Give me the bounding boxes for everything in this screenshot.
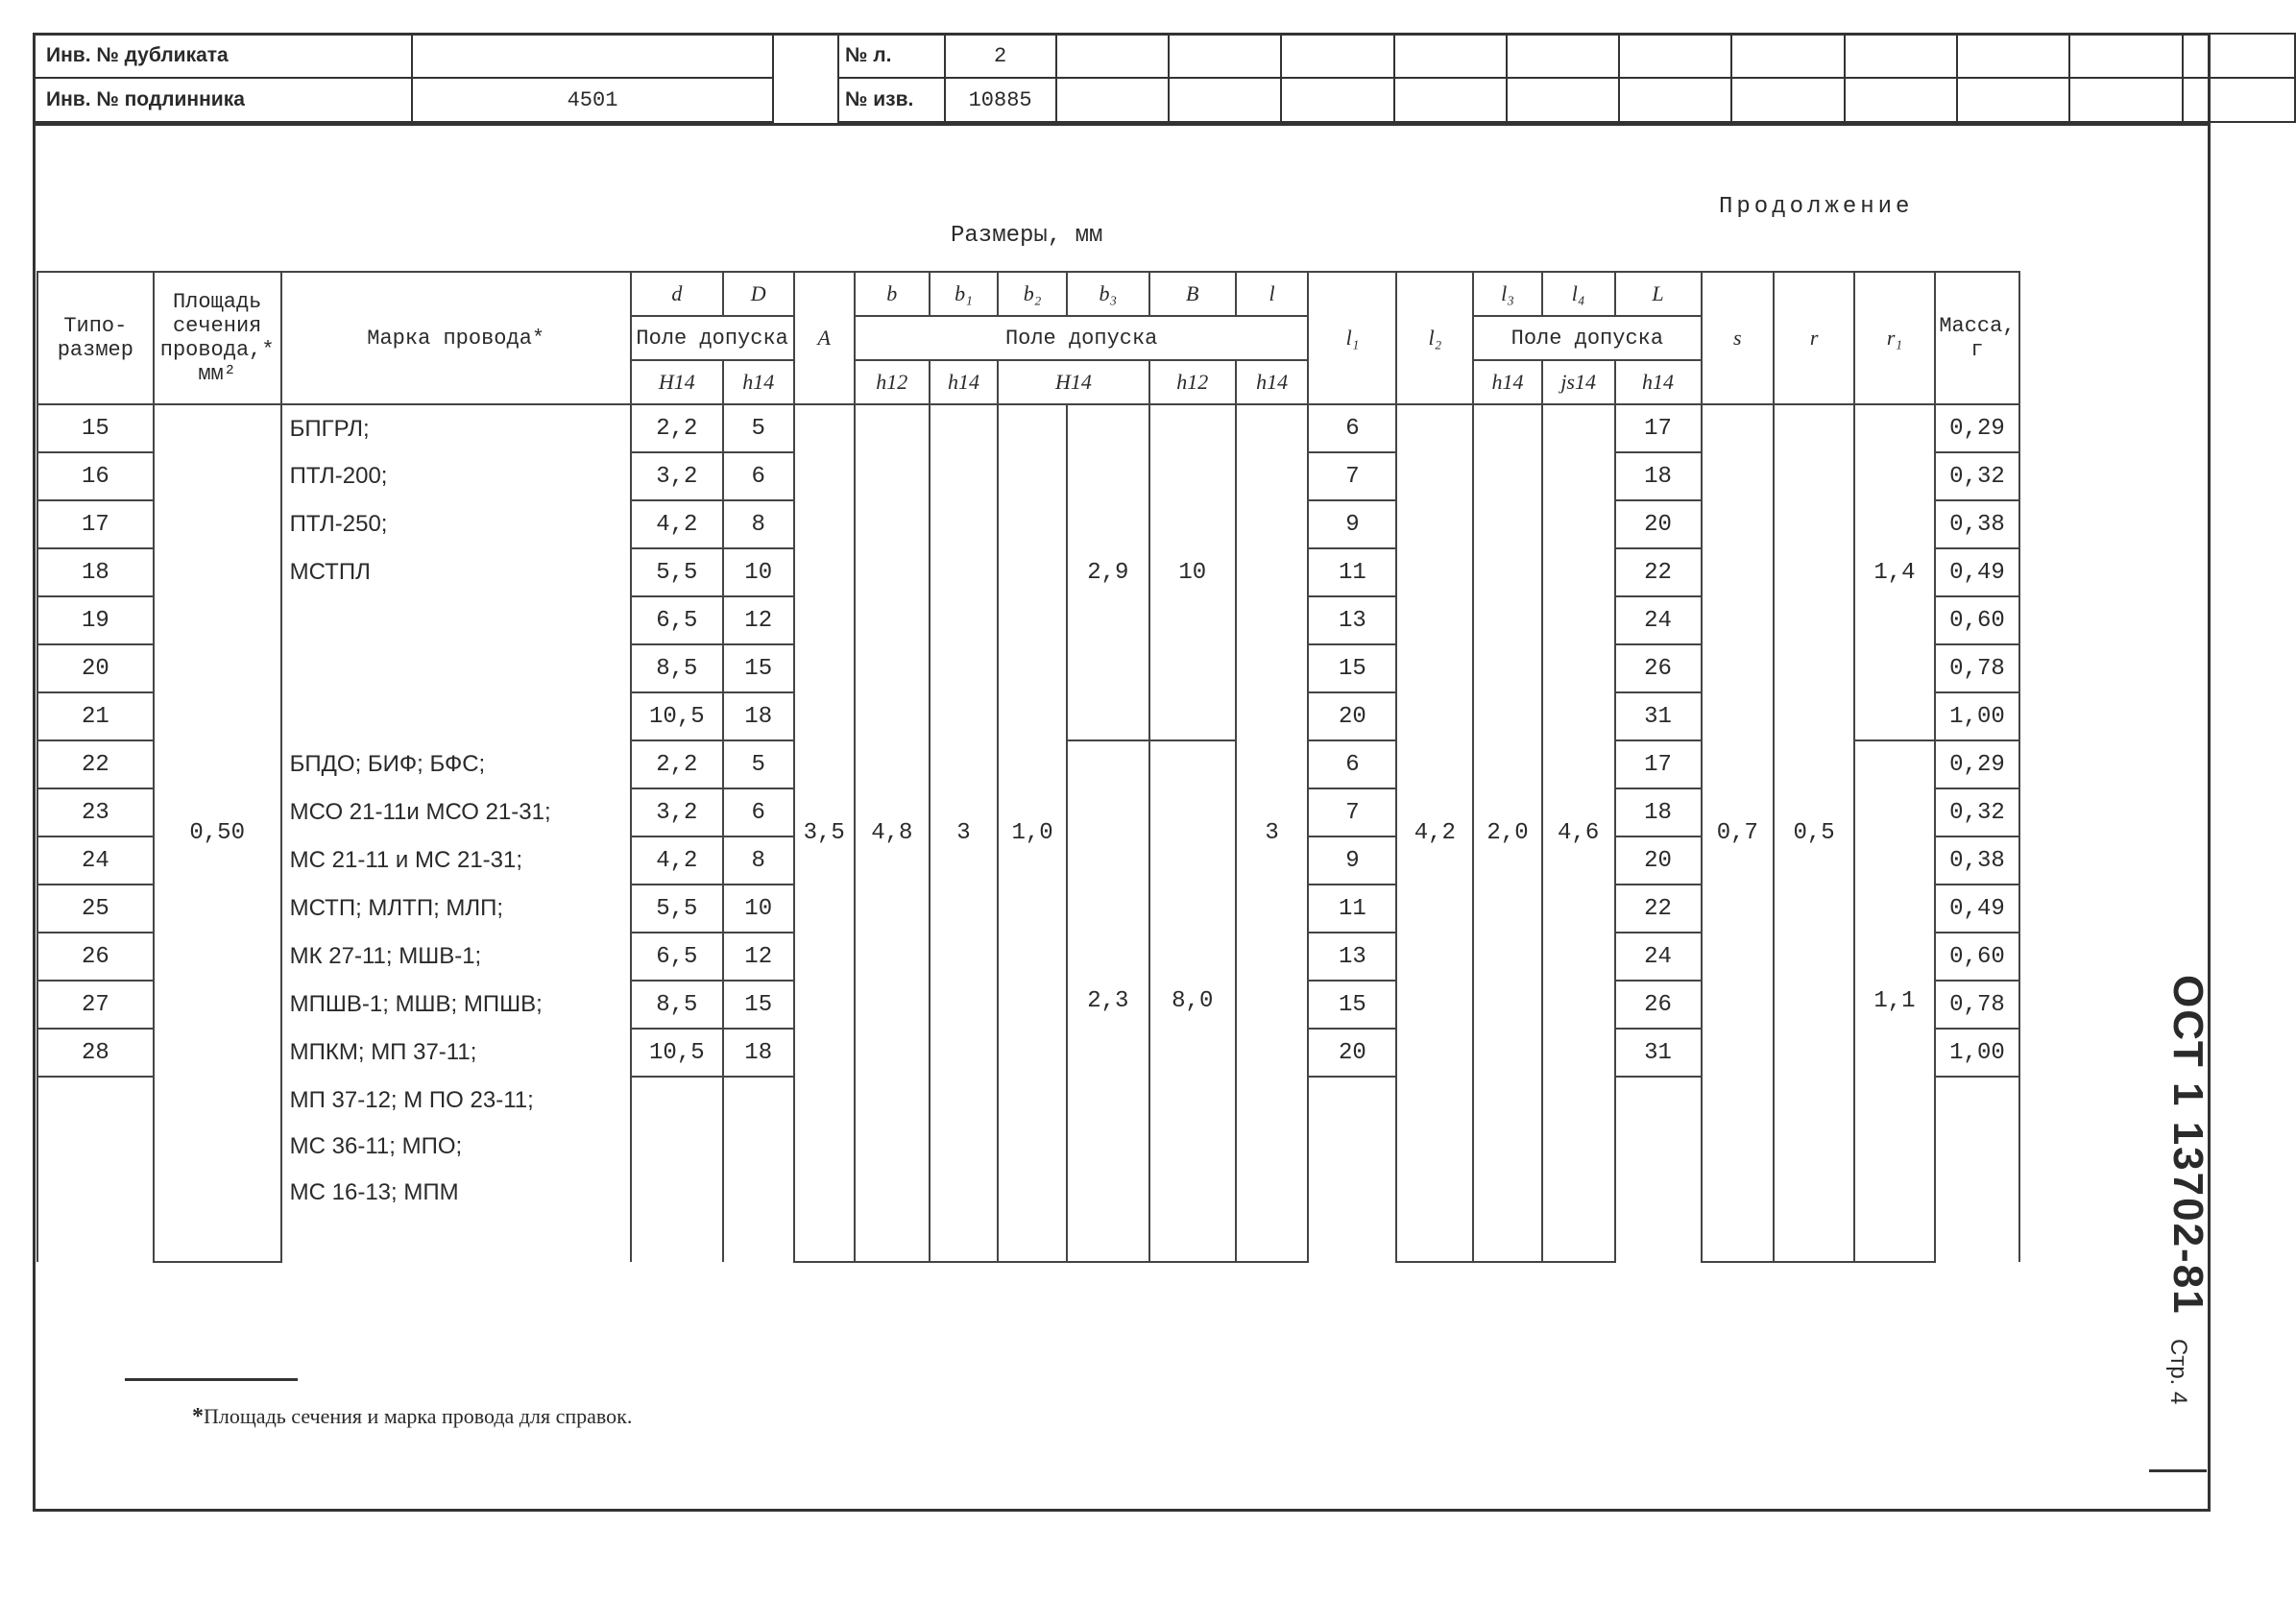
cell-D: 10: [723, 885, 794, 933]
cell-mark: БПДО; БИФ; БФС;: [281, 740, 631, 788]
header-b2: b₂: [998, 272, 1067, 316]
cell-L: 24: [1615, 933, 1702, 981]
cell-mark-empty: [281, 596, 631, 644]
cell-mass: 0,60: [1935, 933, 2019, 981]
cell-mass: 0,29: [1935, 404, 2019, 452]
cell-tiporazmer-empty: [37, 1170, 154, 1216]
cell-d: 8,5: [631, 644, 723, 692]
cell-l1-empty: [1308, 1170, 1396, 1216]
cell-mass-empty: [1935, 1077, 2019, 1124]
tol-b: h12: [855, 360, 930, 404]
cell-mass: 0,78: [1935, 644, 2019, 692]
cell-mass-empty: [1935, 1216, 2019, 1262]
header-r1: r₁: [1854, 272, 1935, 404]
orig-label: Инв. № подлинника: [34, 78, 412, 122]
cell-r1-group2: 1,1: [1854, 740, 1935, 1262]
cell-r1-group1: 1,4: [1854, 404, 1935, 740]
cell-D-empty: [723, 1170, 794, 1216]
footnote-divider: [125, 1378, 298, 1381]
cell-b3-group1: 2,9: [1067, 404, 1149, 740]
cell-d: 6,5: [631, 933, 723, 981]
cell-D: 6: [723, 452, 794, 500]
cell-d: 10,5: [631, 692, 723, 740]
header-l2: l₂: [1396, 272, 1473, 404]
cell-l1: 20: [1308, 692, 1396, 740]
cell-L: 17: [1615, 740, 1702, 788]
orig-value: 4501: [412, 78, 773, 122]
header-B: B: [1149, 272, 1236, 316]
tol-d: H14: [631, 360, 723, 404]
cell-L: 26: [1615, 981, 1702, 1029]
table-body: [37, 404, 2019, 1262]
cell-mark: ПТЛ-250;: [281, 500, 631, 548]
header-l: l: [1236, 272, 1309, 316]
cell-mass: 1,00: [1935, 1029, 2019, 1077]
footnote-text: Площадь сечения и марка провода для справок.: [204, 1404, 633, 1428]
page-number: Стр. 4: [2165, 1339, 2191, 1405]
header-s: s: [1702, 272, 1775, 404]
footnote: *Площадь сечения и марка провода для справок.: [192, 1404, 633, 1429]
cell-s: 0,7: [1702, 404, 1775, 1262]
header-L: L: [1615, 272, 1702, 316]
cell-L: 20: [1615, 836, 1702, 885]
header-tolerance-b: Поле допуска: [855, 316, 1308, 360]
document-code-block: [2149, 975, 2211, 1472]
cell-B-group2: 8,0: [1149, 740, 1236, 1262]
cell-d: 4,2: [631, 836, 723, 885]
cell-D: 5: [723, 740, 794, 788]
cell-L: 24: [1615, 596, 1702, 644]
stamp-inventory: [33, 33, 774, 123]
cell-tiporazmer-empty: [37, 1077, 154, 1124]
header-tiporazmer: Типо-размер: [37, 272, 154, 404]
header-b1: b₁: [930, 272, 999, 316]
tol-L: h14: [1615, 360, 1702, 404]
cell-D: 18: [723, 1029, 794, 1077]
cell-D-empty: [723, 1216, 794, 1262]
header-r: r: [1774, 272, 1854, 404]
sizes-caption: Размеры, мм: [951, 223, 1103, 249]
cell-D: 18: [723, 692, 794, 740]
cell-l1: 13: [1308, 596, 1396, 644]
header-tolerance-l: Поле допуска: [1473, 316, 1701, 360]
cell-b2: 1,0: [998, 404, 1067, 1262]
cell-L-empty: [1615, 1170, 1702, 1216]
cell-L: 31: [1615, 1029, 1702, 1077]
cell-tiporazmer: 23: [37, 788, 154, 836]
cell-d: 3,2: [631, 452, 723, 500]
cell-D: 15: [723, 981, 794, 1029]
cell-tiporazmer: 21: [37, 692, 154, 740]
cell-L: 22: [1615, 548, 1702, 596]
cell-D-empty: [723, 1124, 794, 1170]
cell-tiporazmer: 15: [37, 404, 154, 452]
izv-label: № изв.: [838, 78, 945, 122]
cell-l1-empty: [1308, 1124, 1396, 1170]
cell-D: 8: [723, 836, 794, 885]
cell-l1: 6: [1308, 404, 1396, 452]
cell-mass-empty: [1935, 1170, 2019, 1216]
cell-L: 22: [1615, 885, 1702, 933]
cell-tiporazmer-empty: [37, 1216, 154, 1262]
tol-l3: h14: [1473, 360, 1542, 404]
cell-l4: 4,6: [1542, 404, 1615, 1262]
cell-mark: МС 36-11; МПО;: [281, 1124, 631, 1170]
header-D: D: [723, 272, 794, 316]
cell-l1: 15: [1308, 644, 1396, 692]
header-l1: l₁: [1308, 272, 1396, 404]
cell-tiporazmer: 20: [37, 644, 154, 692]
cell-d: 2,2: [631, 740, 723, 788]
header-d: d: [631, 272, 723, 316]
document-code: ОСТ 1 13702-81: [2164, 975, 2211, 1316]
cell-mass: 0,49: [1935, 885, 2019, 933]
cell-mark: МП 37-12; М ПО 23-11;: [281, 1077, 631, 1124]
cell-d: 8,5: [631, 981, 723, 1029]
header-mark: Марка провода*: [281, 272, 631, 404]
cell-l3: 2,0: [1473, 404, 1542, 1262]
no-label: № л.: [838, 34, 945, 78]
cell-l1: 20: [1308, 1029, 1396, 1077]
continuation-label: Продолжение: [1719, 194, 1914, 220]
cell-mass: 0,38: [1935, 500, 2019, 548]
cell-l1: 6: [1308, 740, 1396, 788]
cell-B-group1: 10: [1149, 404, 1236, 740]
stamp-changes: [837, 33, 2296, 123]
cell-tiporazmer: 26: [37, 933, 154, 981]
cell-mark: БПГРЛ;: [281, 404, 631, 452]
cell-d-empty: [631, 1077, 723, 1124]
cell-d: 6,5: [631, 596, 723, 644]
cell-mark: МПШВ-1; МШВ; МПШВ;: [281, 981, 631, 1029]
tol-b2b3: H14: [998, 360, 1149, 404]
cell-d: 5,5: [631, 548, 723, 596]
cell-L-empty: [1615, 1124, 1702, 1170]
cell-mark: МС 21-11 и МС 21-31;: [281, 836, 631, 885]
cell-d: 2,2: [631, 404, 723, 452]
tol-l4: js14: [1542, 360, 1615, 404]
cell-tiporazmer: 17: [37, 500, 154, 548]
cell-mass: 1,00: [1935, 692, 2019, 740]
cell-mark: МСТПЛ: [281, 548, 631, 596]
cell-D: 12: [723, 596, 794, 644]
cell-L: 18: [1615, 788, 1702, 836]
cell-tiporazmer-empty: [37, 1124, 154, 1170]
cell-d: 10,5: [631, 1029, 723, 1077]
cell-mark: МСО 21-11и МСО 21-31;: [281, 788, 631, 836]
cell-l1-empty: [1308, 1077, 1396, 1124]
cell-b: 4,8: [855, 404, 930, 1262]
cell-L: 17: [1615, 404, 1702, 452]
cell-d-empty: [631, 1170, 723, 1216]
cell-L: 18: [1615, 452, 1702, 500]
cell-mass: 0,78: [1935, 981, 2019, 1029]
stamp-divider: [33, 123, 2211, 126]
cell-tiporazmer: 25: [37, 885, 154, 933]
cell-l1-empty: [1308, 1216, 1396, 1262]
cell-mass: 0,32: [1935, 452, 2019, 500]
cell-tiporazmer: 28: [37, 1029, 154, 1077]
cell-D: 10: [723, 548, 794, 596]
cell-L-empty: [1615, 1216, 1702, 1262]
cell-l2: 4,2: [1396, 404, 1473, 1262]
cell-l1: 15: [1308, 981, 1396, 1029]
tol-l: h14: [1236, 360, 1309, 404]
cell-r: 0,5: [1774, 404, 1854, 1262]
cell-A: 3,5: [794, 404, 855, 1262]
dup-value: [412, 34, 773, 78]
header-b3: b₃: [1067, 272, 1149, 316]
cell-mass: 0,49: [1935, 548, 2019, 596]
tol-D: h14: [723, 360, 794, 404]
header-l4: l₄: [1542, 272, 1615, 316]
cell-b1: 3: [930, 404, 999, 1262]
cell-l1: 13: [1308, 933, 1396, 981]
cell-l1: 11: [1308, 548, 1396, 596]
cell-d: 3,2: [631, 788, 723, 836]
cell-l1: 9: [1308, 836, 1396, 885]
cell-mark-empty: [281, 692, 631, 740]
cell-d-empty: [631, 1216, 723, 1262]
no-value: 2: [945, 34, 1056, 78]
header-b: b: [855, 272, 930, 316]
header-l3: l₃: [1473, 272, 1542, 316]
cell-mark: МК 27-11; МШВ-1;: [281, 933, 631, 981]
cell-D: 15: [723, 644, 794, 692]
cell-D: 12: [723, 933, 794, 981]
cell-tiporazmer: 19: [37, 596, 154, 644]
cell-mass-empty: [1935, 1124, 2019, 1170]
cell-mass: 0,29: [1935, 740, 2019, 788]
cell-mark: МС 16-13; МПМ: [281, 1170, 631, 1216]
cell-d: 5,5: [631, 885, 723, 933]
cell-tiporazmer: 24: [37, 836, 154, 885]
cell-D: 6: [723, 788, 794, 836]
dup-label: Инв. № дубликата: [34, 34, 412, 78]
cell-D-empty: [723, 1077, 794, 1124]
cell-tiporazmer: 18: [37, 548, 154, 596]
cell-d: 4,2: [631, 500, 723, 548]
tol-b1: h14: [930, 360, 999, 404]
cell-mass: 0,60: [1935, 596, 2019, 644]
dimensions-table: [36, 271, 2020, 1263]
cell-l1: 7: [1308, 788, 1396, 836]
cell-L: 26: [1615, 644, 1702, 692]
cell-D: 8: [723, 500, 794, 548]
cell-L: 20: [1615, 500, 1702, 548]
cell-mass: 0,38: [1935, 836, 2019, 885]
cell-mark-empty: [281, 644, 631, 692]
cell-tiporazmer: 16: [37, 452, 154, 500]
izv-value: 10885: [945, 78, 1056, 122]
cell-mark: МПКМ; МП 37-11;: [281, 1029, 631, 1077]
cell-mass: 0,32: [1935, 788, 2019, 836]
cell-mark: ПТЛ-200;: [281, 452, 631, 500]
cell-l1: 7: [1308, 452, 1396, 500]
cell-L: 31: [1615, 692, 1702, 740]
cell-L-empty: [1615, 1077, 1702, 1124]
cell-area: 0,50: [154, 404, 281, 1262]
table-row: [37, 404, 2019, 452]
cell-mark: [281, 1216, 631, 1262]
tol-B: h12: [1149, 360, 1236, 404]
header-A: A: [794, 272, 855, 404]
cell-mark: МСТП; МЛТП; МЛП;: [281, 885, 631, 933]
header-area: Площадь сечения провода,* мм²: [154, 272, 281, 404]
cell-tiporazmer: 22: [37, 740, 154, 788]
cell-l1: 11: [1308, 885, 1396, 933]
header-mass: Масса, г: [1935, 272, 2019, 404]
cell-b3-group2: 2,3: [1067, 740, 1149, 1262]
cell-l: 3: [1236, 404, 1309, 1262]
header-tolerance-dD: Поле допуска: [631, 316, 794, 360]
cell-l1: 9: [1308, 500, 1396, 548]
cell-tiporazmer: 27: [37, 981, 154, 1029]
cell-d-empty: [631, 1124, 723, 1170]
cell-D: 5: [723, 404, 794, 452]
